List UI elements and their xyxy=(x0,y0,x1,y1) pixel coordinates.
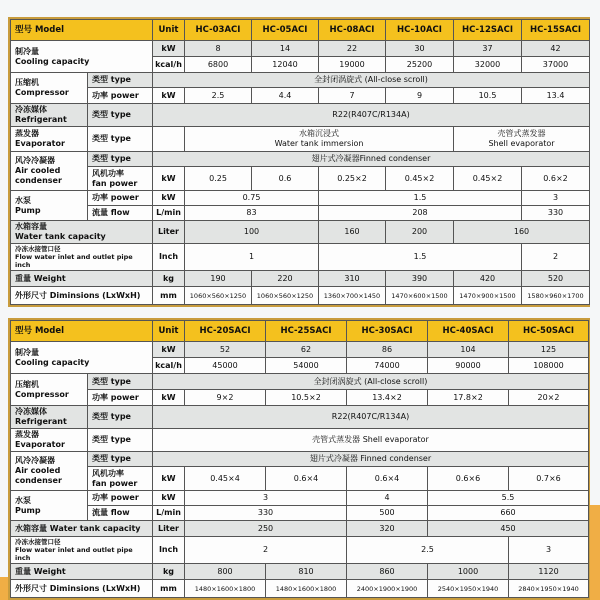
value-cell: 水箱沉浸式 Water tank immersion xyxy=(185,127,454,152)
value-cell: 壳管式蒸发器 Shell evaporator xyxy=(153,429,589,452)
row-label: 压缩机 Compressor xyxy=(11,374,88,406)
table-header-cell: 型号 Model xyxy=(11,321,153,342)
value-cell: 19000 xyxy=(319,57,386,73)
value-cell: 2.5 xyxy=(347,537,509,564)
unit-cell: L/min xyxy=(153,506,185,521)
value-cell: 17.8×2 xyxy=(428,390,509,406)
value-cell: 54000 xyxy=(266,358,347,374)
value-cell: 45000 xyxy=(185,358,266,374)
table-header-cell: Unit xyxy=(153,321,185,342)
row-label: 制冷量 Cooling capacity xyxy=(11,342,153,374)
table-header-cell: HC-08ACI xyxy=(319,20,386,41)
value-cell: 310 xyxy=(319,271,386,287)
value-cell: 1060×560×1250 xyxy=(252,287,319,305)
sub-row-label: 功率 power xyxy=(88,191,153,206)
unit-cell: Liter xyxy=(153,521,185,537)
value-cell: 810 xyxy=(266,564,347,580)
value-cell: 2840×1950×1940 xyxy=(509,580,589,598)
value-cell: 0.25×2 xyxy=(319,167,386,191)
value-cell: 1.5 xyxy=(319,191,522,206)
value-cell: 125 xyxy=(509,342,589,358)
value-cell: 10.5 xyxy=(454,88,522,104)
value-cell: 22 xyxy=(319,41,386,57)
value-cell: 800 xyxy=(185,564,266,580)
value-cell: 104 xyxy=(428,342,509,358)
value-cell: 62 xyxy=(266,342,347,358)
value-cell: 1360×700×1450 xyxy=(319,287,386,305)
value-cell: 860 xyxy=(347,564,428,580)
value-cell: 8 xyxy=(185,41,252,57)
unit-cell: kW xyxy=(153,88,185,104)
table-header-cell: HC-12SACI xyxy=(454,20,522,41)
row-label: 水箱容量 Water tank capacity xyxy=(11,521,153,537)
unit-cell: kW xyxy=(153,191,185,206)
value-cell: 2400×1900×1900 xyxy=(347,580,428,598)
value-cell: 3 xyxy=(509,537,589,564)
value-cell: 86 xyxy=(347,342,428,358)
value-cell: 450 xyxy=(428,521,589,537)
table-header-cell: HC-20SACI xyxy=(185,321,266,342)
value-cell: 52 xyxy=(185,342,266,358)
row-label: 风冷冷凝器 Air cooled condenser xyxy=(11,452,88,491)
value-cell: 0.6×2 xyxy=(522,167,590,191)
value-cell: 0.6 xyxy=(252,167,319,191)
value-cell: 4.4 xyxy=(252,88,319,104)
value-cell: 翅片式冷凝器 Finned condenser xyxy=(153,452,589,467)
unit-cell: kW xyxy=(153,342,185,358)
sub-row-label: 功率 power xyxy=(88,88,153,104)
value-cell: 83 xyxy=(185,206,319,221)
value-cell: 660 xyxy=(428,506,589,521)
value-cell: 7 xyxy=(319,88,386,104)
unit-cell: kW xyxy=(153,491,185,506)
row-label: 水箱容量 Water tank capacity xyxy=(11,221,153,244)
unit-cell xyxy=(153,127,185,152)
sub-row-label: 类型 type xyxy=(88,452,153,467)
unit-cell: kg xyxy=(153,564,185,580)
sub-row-label: 功率 power xyxy=(88,491,153,506)
value-cell: 330 xyxy=(522,206,590,221)
sub-row-label: 类型 type xyxy=(88,374,153,390)
table-header-cell: HC-15SACI xyxy=(522,20,590,41)
unit-cell: kW xyxy=(153,467,185,491)
value-cell: 0.6×4 xyxy=(347,467,428,491)
row-label: 重量 Weight xyxy=(11,564,153,580)
sub-row-label: 风机功率 fan power xyxy=(88,167,153,191)
spec-table-small-models-grid xyxy=(10,19,590,305)
sub-row-label: 类型 type xyxy=(88,127,153,152)
row-label: 蒸发器 Evaporator xyxy=(11,127,88,152)
value-cell: 32000 xyxy=(454,57,522,73)
sub-row-label: 功率 power xyxy=(88,390,153,406)
value-cell: 1060×560×1250 xyxy=(185,287,252,305)
sub-row-label: 类型 type xyxy=(88,406,153,429)
row-label: 外形尺寸 Diminsions (LxWxH) xyxy=(11,287,153,305)
value-cell: 320 xyxy=(347,521,428,537)
unit-cell: kg xyxy=(153,271,185,287)
value-cell: 0.75 xyxy=(185,191,319,206)
value-cell: 250 xyxy=(185,521,347,537)
value-cell: 2540×1950×1940 xyxy=(428,580,509,598)
row-label: 制冷量 Cooling capacity xyxy=(11,41,153,73)
value-cell: 14 xyxy=(252,41,319,57)
value-cell: 0.6×4 xyxy=(266,467,347,491)
sub-row-label: 类型 type xyxy=(88,152,153,167)
sub-row-label: 类型 type xyxy=(88,73,153,88)
value-cell: 160 xyxy=(319,221,386,244)
row-label: 水泵 Pump xyxy=(11,191,88,221)
sub-row-label: 类型 type xyxy=(88,429,153,452)
value-cell: 1480×1600×1800 xyxy=(185,580,266,598)
value-cell: 2.5 xyxy=(185,88,252,104)
row-label: 重量 Weight xyxy=(11,271,153,287)
value-cell: 520 xyxy=(522,271,590,287)
value-cell: 2 xyxy=(522,244,590,271)
value-cell: 420 xyxy=(454,271,522,287)
value-cell: 220 xyxy=(252,271,319,287)
value-cell: 500 xyxy=(347,506,428,521)
unit-cell: kW xyxy=(153,41,185,57)
table-header-cell: HC-05ACI xyxy=(252,20,319,41)
table-header-cell: HC-10ACI xyxy=(386,20,454,41)
value-cell: 100 xyxy=(185,221,319,244)
value-cell: 330 xyxy=(185,506,347,521)
value-cell: 全封闭涡旋式 (All-close scroll) xyxy=(153,73,590,88)
value-cell: 1 xyxy=(185,244,319,271)
table-header-cell: HC-03ACI xyxy=(185,20,252,41)
unit-cell: kcal/h xyxy=(153,358,185,374)
row-label: 冷冻媒体 Refrigerant xyxy=(11,406,88,429)
value-cell: 160 xyxy=(454,221,590,244)
value-cell: 20×2 xyxy=(509,390,589,406)
row-label: 压缩机 Compressor xyxy=(11,73,88,104)
value-cell: 2 xyxy=(185,537,347,564)
value-cell: 25200 xyxy=(386,57,454,73)
value-cell: 9×2 xyxy=(185,390,266,406)
row-label: 冷冻媒体 Refrigerant xyxy=(11,104,88,127)
sub-row-label: 流量 flow xyxy=(88,506,153,521)
value-cell: 0.6×6 xyxy=(428,467,509,491)
value-cell: 13.4 xyxy=(522,88,590,104)
unit-cell: Inch xyxy=(153,244,185,271)
value-cell: 30 xyxy=(386,41,454,57)
value-cell: 壳管式蒸发器 Shell evaporator xyxy=(454,127,590,152)
unit-cell: L/min xyxy=(153,206,185,221)
row-label: 冷冻水接管口径 Flow water inlet and outlet pipe inch xyxy=(11,244,153,271)
value-cell: 190 xyxy=(185,271,252,287)
unit-cell: Liter xyxy=(153,221,185,244)
unit-cell: mm xyxy=(153,287,185,305)
row-label: 水泵 Pump xyxy=(11,491,88,521)
row-label: 外形尺寸 Diminsions (LxWxH) xyxy=(11,580,153,598)
value-cell: 9 xyxy=(386,88,454,104)
table-header-cell: 型号 Model xyxy=(11,20,153,41)
unit-cell: mm xyxy=(153,580,185,598)
value-cell: 12040 xyxy=(252,57,319,73)
spec-table-small-models xyxy=(8,17,590,307)
value-cell: 3 xyxy=(522,191,590,206)
value-cell: 0.45×2 xyxy=(386,167,454,191)
row-label: 冷冻水接管口径 Flow water inlet and outlet pipe inch xyxy=(11,537,153,564)
sub-row-label: 风机功率 fan power xyxy=(88,467,153,491)
unit-cell: kcal/h xyxy=(153,57,185,73)
sub-row-label: 类型 type xyxy=(88,104,153,127)
value-cell: 3 xyxy=(185,491,347,506)
row-label: 蒸发器 Evaporator xyxy=(11,429,88,452)
unit-cell: Inch xyxy=(153,537,185,564)
table-header-cell: HC-50SACI xyxy=(509,321,589,342)
value-cell: 37 xyxy=(454,41,522,57)
value-cell: 1480×1600×1800 xyxy=(266,580,347,598)
value-cell: 10.5×2 xyxy=(266,390,347,406)
value-cell: 1470×900×1500 xyxy=(454,287,522,305)
table-header-cell: HC-30SACI xyxy=(347,321,428,342)
value-cell: 37000 xyxy=(522,57,590,73)
value-cell: 390 xyxy=(386,271,454,287)
value-cell: R22(R407C/R134A) xyxy=(153,104,590,127)
value-cell: 0.7×6 xyxy=(509,467,589,491)
value-cell: 74000 xyxy=(347,358,428,374)
value-cell: 208 xyxy=(319,206,522,221)
table-header-cell: HC-40SACI xyxy=(428,321,509,342)
unit-cell: kW xyxy=(153,390,185,406)
unit-cell: kW xyxy=(153,167,185,191)
value-cell: 0.25 xyxy=(185,167,252,191)
value-cell: 全封闭涡旋式 (All-close scroll) xyxy=(153,374,589,390)
value-cell: 5.5 xyxy=(428,491,589,506)
value-cell: 1000 xyxy=(428,564,509,580)
spec-table-large-models xyxy=(8,318,590,600)
value-cell: 90000 xyxy=(428,358,509,374)
value-cell: 0.45×2 xyxy=(454,167,522,191)
table-header-cell: HC-25SACI xyxy=(266,321,347,342)
table-header-cell: Unit xyxy=(153,20,185,41)
value-cell: 1470×600×1500 xyxy=(386,287,454,305)
value-cell: 翅片式冷凝器Finned condenser xyxy=(153,152,590,167)
value-cell: R22(R407C/R134A) xyxy=(153,406,589,429)
row-label: 风冷冷凝器 Air cooled condenser xyxy=(11,152,88,191)
value-cell: 0.45×4 xyxy=(185,467,266,491)
value-cell: 1120 xyxy=(509,564,589,580)
spec-table-large-models-grid xyxy=(10,320,589,598)
value-cell: 6800 xyxy=(185,57,252,73)
sub-row-label: 流量 flow xyxy=(88,206,153,221)
value-cell: 42 xyxy=(522,41,590,57)
value-cell: 1580×960×1700 xyxy=(522,287,590,305)
value-cell: 13.4×2 xyxy=(347,390,428,406)
value-cell: 108000 xyxy=(509,358,589,374)
value-cell: 200 xyxy=(386,221,454,244)
value-cell: 1.5 xyxy=(319,244,522,271)
value-cell: 4 xyxy=(347,491,428,506)
